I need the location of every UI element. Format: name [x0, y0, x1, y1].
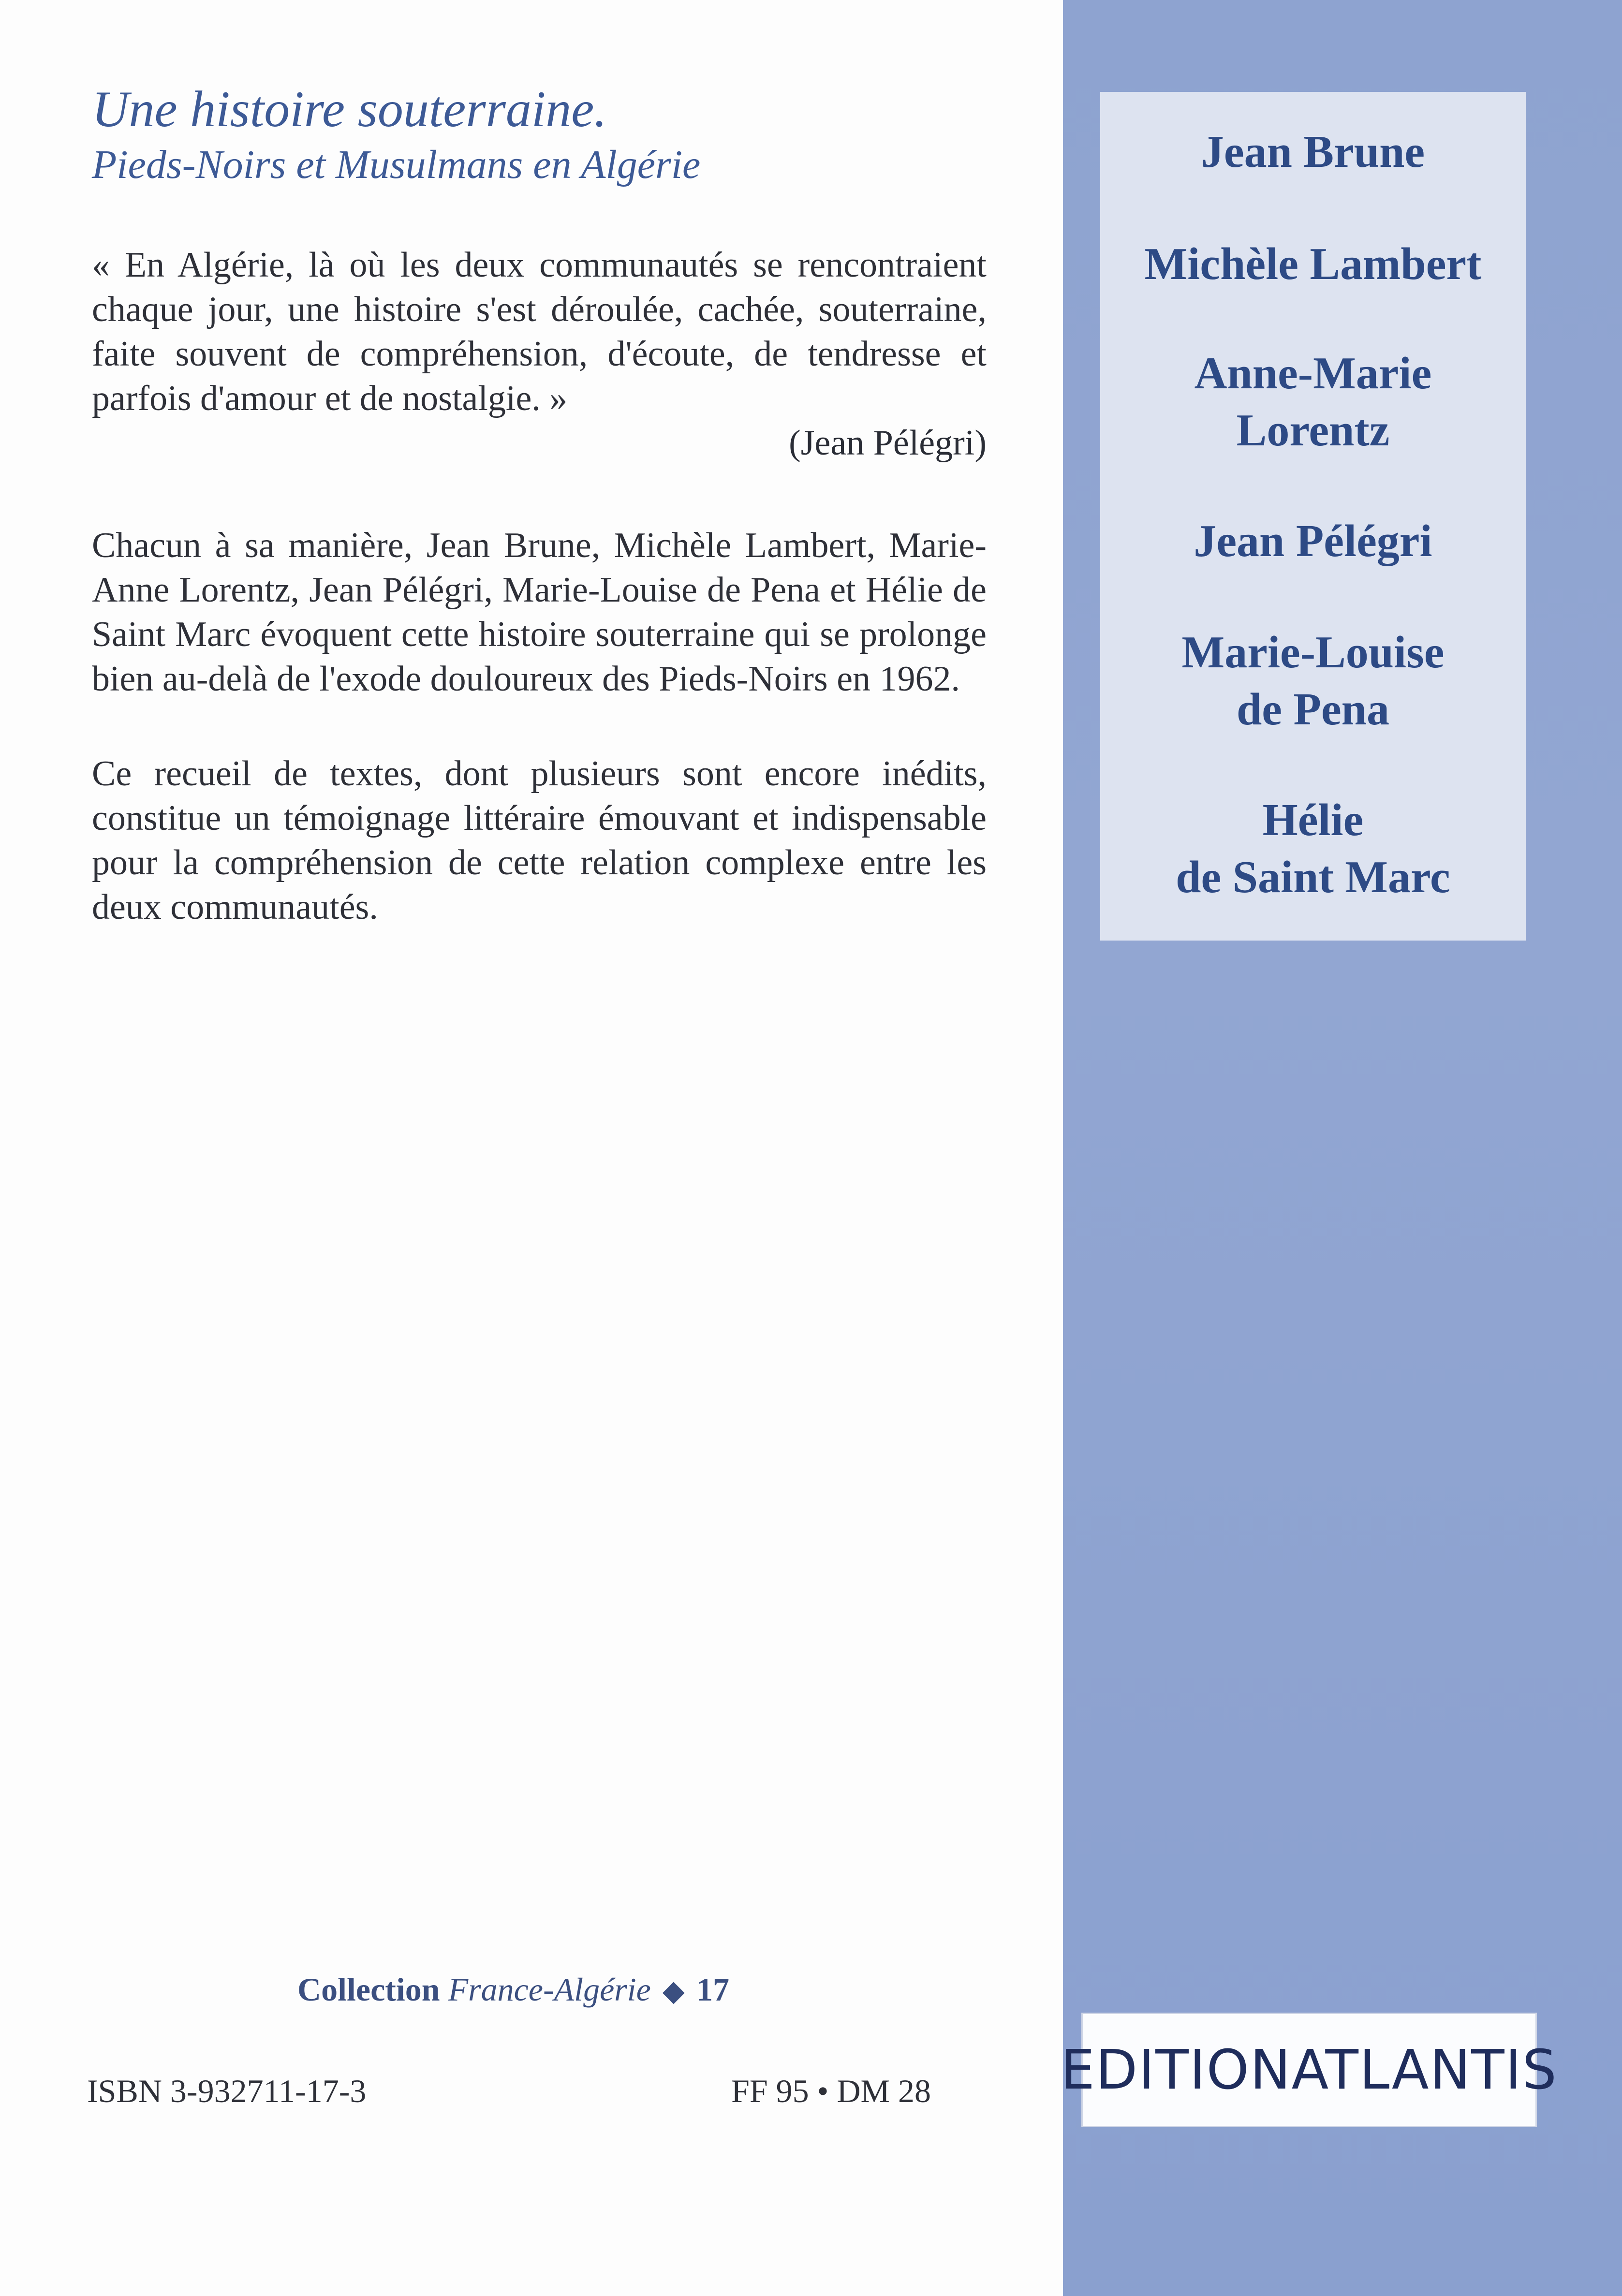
diamond-icon: ◆ [662, 1975, 685, 2007]
author-list [1100, 92, 1526, 941]
quote-attribution: (Jean Pélégri) [789, 423, 987, 463]
collection-series: France-Algérie [448, 1971, 651, 2008]
author-name: Hélie de Saint Marc [1176, 795, 1450, 902]
description-paragraph: Chacun à sa manière, Jean Brune, Michèle Lambert, Marie-Anne Lorentz, Jean Pélégri, Marie-Louise de Pena et Hélie de Saint Marc évoquent cette histoire souterraine qui se prolonge bien au-delà de l'exode douloureux des Pieds-Noirs en 1962. [92, 525, 987, 699]
collection-prefix: Collection [297, 1971, 440, 2008]
isbn: ISBN 3-932711-17-3 [87, 2073, 367, 2109]
author-name: Marie-Louise de Pena [1181, 627, 1445, 735]
price: FF 95 • DM 28 [731, 2073, 931, 2109]
publisher-logo [1061, 2013, 1558, 2127]
book-subtitle: Pieds-Noirs et Musulmans en Algérie [92, 142, 701, 187]
description-paragraph-2: Ce recueil de textes, dont plusieurs sont encore inédits, constitue un témoignage littéraire émouvant et indispensable pour la compréhension de cette relation complexe entre les deux communautés. [92, 753, 987, 927]
collection-number: 17 [696, 1971, 729, 2008]
publisher-logo-text: EDITIONATLANTIS [1061, 2038, 1558, 2102]
author-name: Michèle Lambert [1144, 239, 1482, 289]
book-title: Une histoire souterraine. [92, 81, 607, 137]
author-name: Jean Brune [1201, 127, 1425, 177]
author-name: Jean Pélégri [1194, 516, 1432, 566]
back-cover-text [92, 80, 987, 929]
author-name: Anne-Marie Lorentz [1194, 348, 1432, 456]
collection-line [297, 1971, 729, 2009]
quote-text: « En Algérie, là où les deux communautés se rencontraient chaque jour, une histoire s'est déroulée, cachée, souterraine, faite souvent de compréhension, d'écoute, de tendresse et parfois d'amour et de nostalgie. » [92, 245, 987, 418]
